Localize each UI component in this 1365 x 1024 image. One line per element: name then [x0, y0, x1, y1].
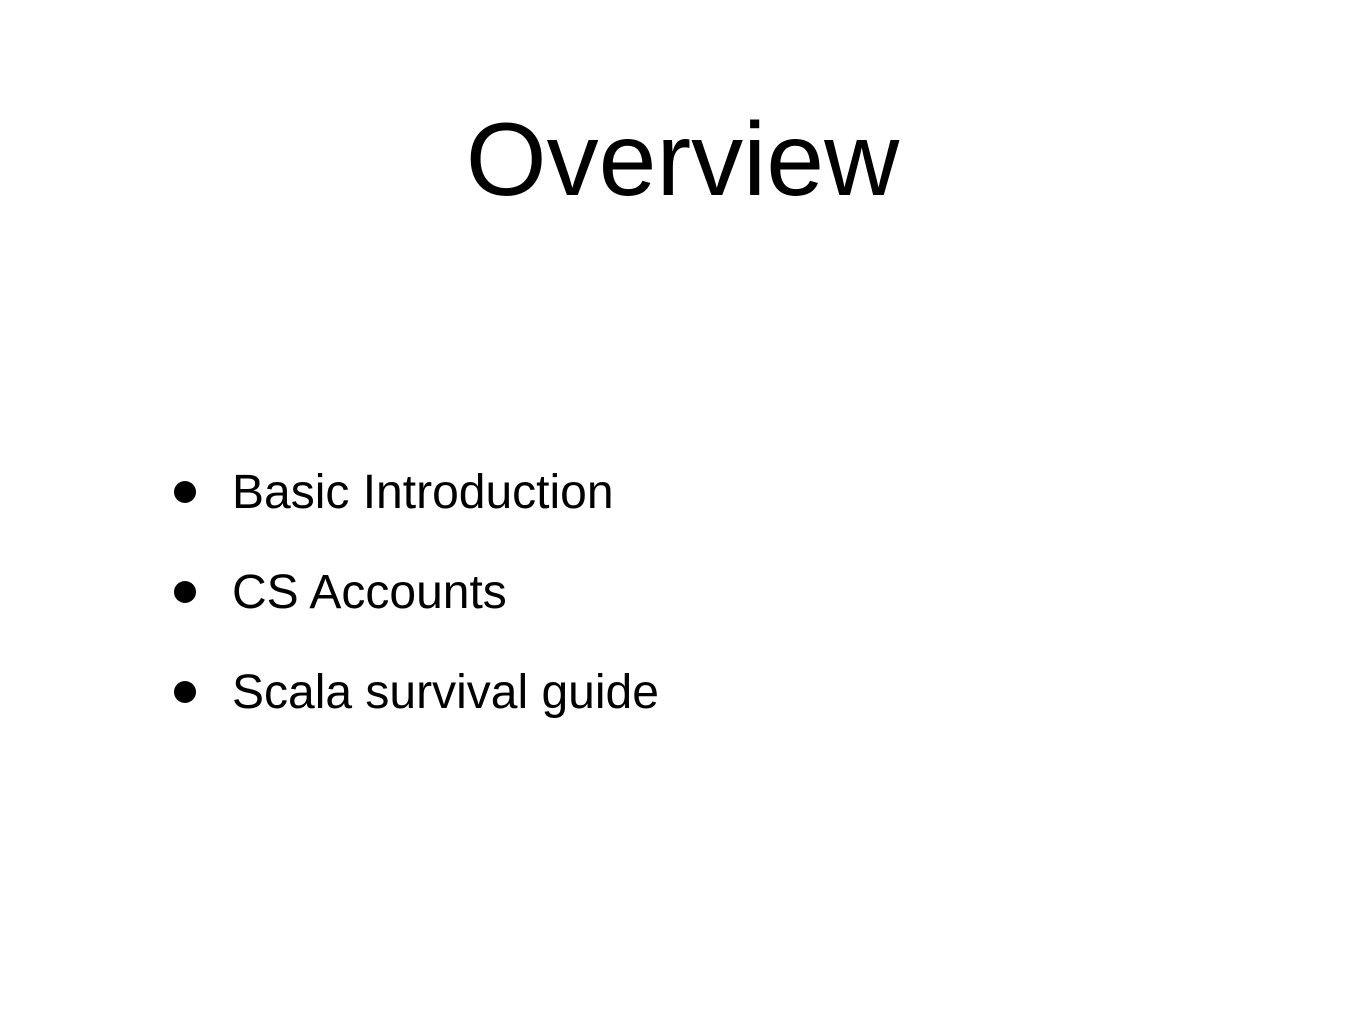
- bullet-text: CS Accounts: [232, 566, 507, 619]
- bullet-text: Scala survival guide: [232, 666, 659, 719]
- bullet-dot-icon: [174, 681, 196, 703]
- bullet-dot-icon: [174, 581, 196, 603]
- bullet-text: Basic Introduction: [232, 466, 614, 519]
- bullet-dot-icon: [174, 481, 196, 503]
- slide-title: Overview: [465, 102, 900, 218]
